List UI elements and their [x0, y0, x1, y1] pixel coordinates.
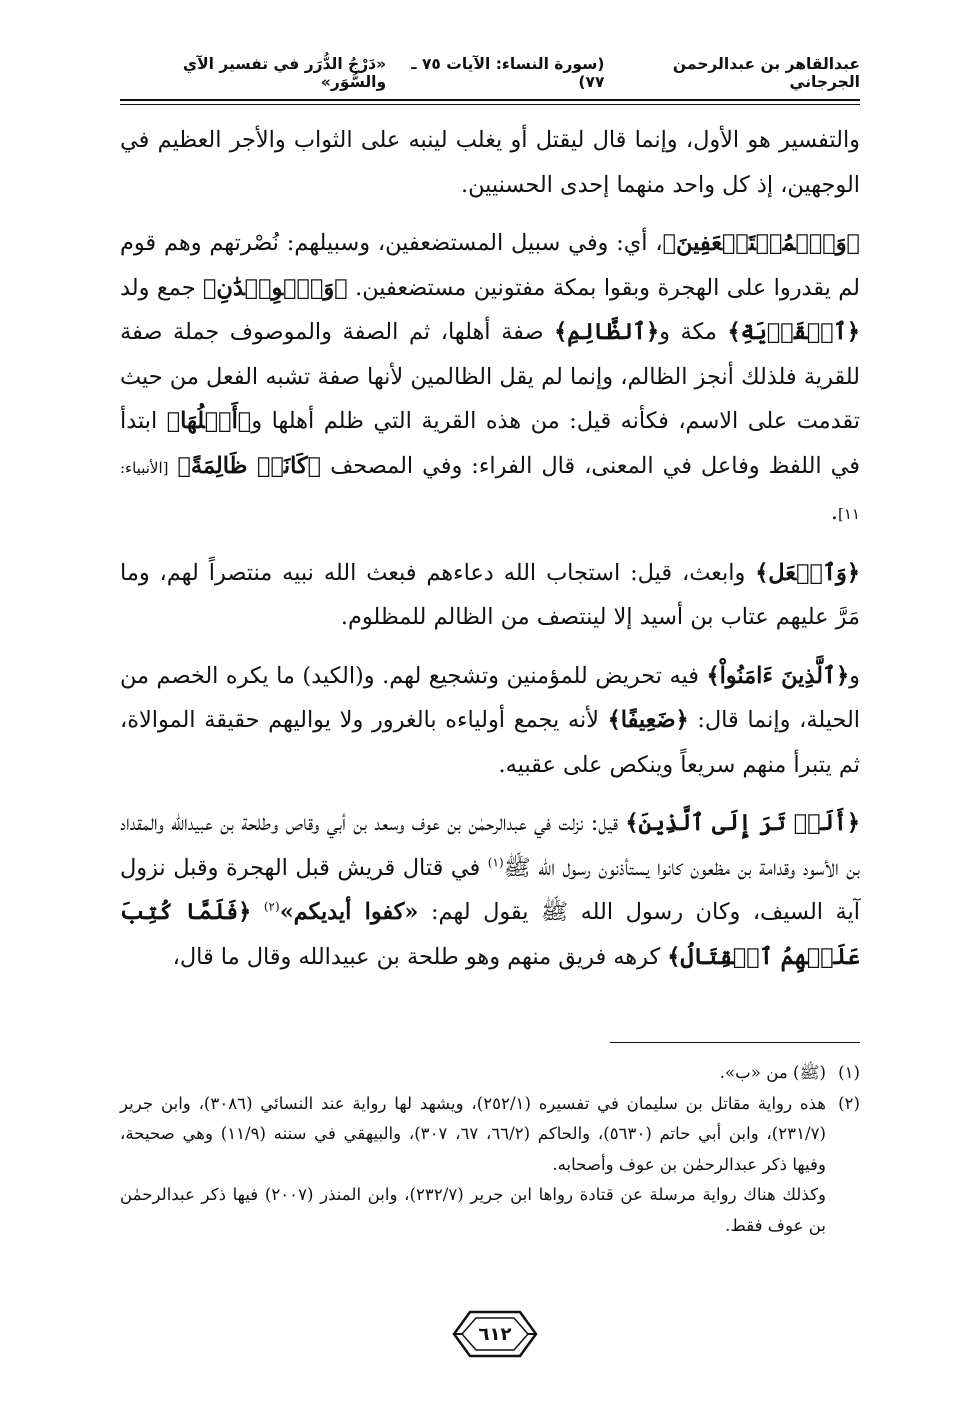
commentary-text: في قتال قريش قبل الهجرة وقبل نزول آية السيف، وكان رسول الله ﷺ يقول لهم:	[120, 854, 861, 925]
punctuation: .	[830, 499, 839, 525]
hadith-quote: «كفوا أيديكم»	[279, 899, 419, 925]
footnote-marker: (١)	[487, 855, 504, 870]
footnote-text: وكذلك هناك رواية مرسلة عن قتادة رواها ابن جرير (٢٣٢/٧)، وابن المنذر (٢٠٠٧) فيها ذكر عبدالرحمٰن بن عوف فقط.	[120, 1185, 826, 1235]
commentary-text: قيل: نزلت في عبدالرحمٰن بن عوف وسعد بن أبي وقاص وطلحة بن عبيدالله والمقداد بن الأسود وقدامة بن مظعون كانوا يستأذنون رسول الله ﷺ	[120, 810, 860, 881]
footnote-separator	[610, 1042, 860, 1043]
paragraph-2	[120, 221, 860, 537]
commentary-text: وابعث، قيل: استجاب الله دعاءهم فبعث الله نبيه منتصراً لهم، وما مَرَّ عليهم عتاب بن أسيد إلا لينتصف من الظالم للمظلوم.	[120, 559, 860, 630]
footnote-number	[826, 1180, 860, 1241]
commentary-text: ، أي: وفي سبيل المستضعفين، وسبيلهم: نُصْرتهم وهم قوم لم يقدروا على الهجرة وبقوا بمكة مفتونين مستضعفين.	[120, 230, 860, 301]
verse-reference: [الأنبياء: ١١]	[120, 458, 860, 523]
page-number-ornament	[450, 1308, 540, 1360]
header-book-title: «دَرْجُ الدُّرَر في تفسير الآي والسُّوَر»	[182, 55, 387, 91]
footnotes	[120, 1058, 860, 1241]
footnote-item	[120, 1089, 860, 1181]
footnote-number: (١)	[838, 1063, 860, 1082]
commentary-text: و	[849, 662, 860, 689]
commentary-text: صفة أهلها، ثم الصفة والموصوف جملة صفة للقرية فلذلك أنجز الظالم، وإنما لم يقل الظالمين لأنها صفة تشبه الفعل من حيث تقدمت على الاسم، فكأنه قيل: من هذه القرية التي ظلم أهلها و	[120, 319, 860, 434]
paragraph-1-line-1: والتفسير هو الأول، وإنما قال ليقتل أو يغلب لينبه على الثواب والأجر	[229, 127, 860, 153]
quran-quote: ﴿ٱلظَّالِمِ﴾	[554, 319, 660, 345]
commentary-text: لأنه يجمع أولياءه بالغرور ولا يواليهم حقيقة الموالاة، ثم يتبرأ منهم سريعاً وينكص على عقبيه.	[120, 707, 860, 778]
quran-quote: ﴿كَانَتۡ ظَالِمَةً﴾	[177, 452, 322, 479]
header-chapter: (سورة النساء: الآيات ٧٥ ـ ٧٧)	[411, 55, 605, 91]
footnote-number: (٢)	[838, 1093, 860, 1113]
commentary-text: جمع ولد	[120, 274, 196, 301]
quran-quote: ﴿أَهۡلُهَا﴾	[166, 408, 252, 434]
paragraph-1	[120, 118, 860, 207]
footnote-continuation	[120, 1180, 860, 1241]
quran-quote: ﴿ضَعِيفًا﴾	[607, 707, 689, 733]
commentary-text: ابتدأ في اللفظ وفاعل في المعنى، قال الفراء: وفي المصحف	[120, 408, 861, 479]
quran-quote: ﴿وَٱلۡمُسۡتَضۡعَفِينَ﴾	[662, 230, 860, 256]
commentary-text: فيه تحريض للمؤمنين وتشجيع لهم. و(الكيد) ما يكره الخصم من الحيلة، وإنما قال:	[120, 662, 860, 733]
main-text	[120, 118, 860, 979]
footnote-marker: (٢)	[263, 899, 280, 914]
paragraph-3	[120, 551, 860, 640]
footnote-text: هذه رواية مقاتل بن سليمان في تفسيره (٢٥٢/١)، ويشهد لها رواية عند النسائي (٣٠٨٦)، وابن جرير (٢٣١/٧)، وابن أبي حاتم (٥٦٣٠)، والحاكم (٦٦/٢، ٦٧، ٣٠٧)، والبيهقي في سننه (١١/٩) وهي صحيحة، وفيها ذكر عبدالرحمٰن بن عوف وأصحابه.	[120, 1093, 826, 1174]
header-author: عبدالقاهر بن عبدالرحمن الجرجاني	[672, 55, 860, 91]
quran-quote: ﴿ٱلَّذِينَ ءَامَنُواْ﴾	[706, 662, 850, 689]
commentary-text: كرهه فريق منهم وهو طلحة بن عبيدالله وقال ما قال،	[172, 943, 661, 970]
quran-quote: ﴿وَٱجۡعَل﴾	[755, 559, 860, 586]
paragraph-5	[120, 801, 860, 979]
footnote-text: (ﷺ) من «ب».	[719, 1063, 826, 1082]
paragraph-1-line-2: العظيم في الوجهين، إذ كل واحد منهما إحدى الحسنيين.	[120, 127, 860, 198]
quran-quote: ﴿ٱلۡقَرۡيَةِ﴾	[727, 319, 860, 345]
commentary-text: مكة و	[659, 319, 717, 345]
running-header	[120, 55, 860, 91]
footnote-item	[120, 1058, 860, 1089]
quran-quote: ﴿وَٱلۡوِلۡدَٰنِ﴾	[203, 274, 348, 301]
page-number: ٦١٢	[478, 1323, 512, 1345]
quran-quote: ﴿فَلَمَّا كُتِبَ عَلَيۡهِمُ ٱلۡقِتَالُ﴾	[120, 899, 860, 970]
paragraph-4	[120, 654, 860, 788]
quran-quote: ﴿أَلَمۡ تَرَ إِلَى ٱلَّذِينَ﴾	[625, 810, 860, 836]
header-rule	[120, 99, 860, 105]
